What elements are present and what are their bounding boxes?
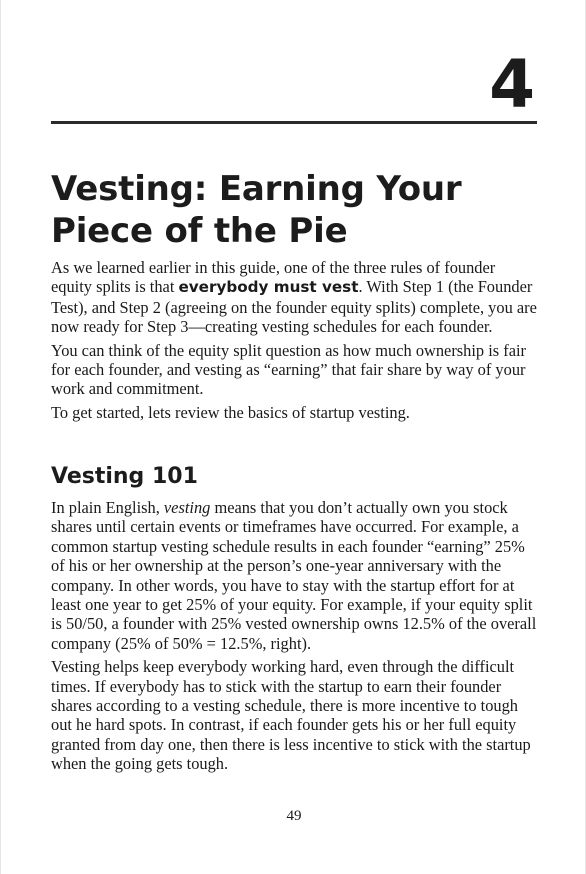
section-p1-italic-term: vesting: [163, 498, 211, 517]
chapter-title: [51, 168, 541, 252]
section-paragraph-1: [51, 498, 539, 653]
intro-paragraph-3: To get started, lets review the basics of startup vesting.: [51, 402, 410, 422]
intro-p1-text-start: As we learned earlier in this guide, one of the three rules of founder equity splits is that: [51, 258, 496, 297]
section-text: [51, 498, 539, 778]
section-p1-text-start: In plain English,: [51, 498, 164, 517]
chapter-number: 4: [489, 46, 535, 123]
section-heading: Vesting 101: [51, 464, 198, 489]
section-paragraph-2: Vesting helps keep everybody working hard, even through the difficult times. If everybody has to stick with the startup to earn their founder shares according to a vesting schedule, there is more incentive to tough out he hard spots. In contrast, if each founder gets his or her full equity granted from day one, then there is less incentive to stick with the startup when the going gets tough.: [51, 657, 531, 774]
page-number: 49: [286, 808, 302, 824]
intro-p1-text-end: . With Step 1 (the Founder Test), and Step 2 (agreeing on the founder equity splits) complete, you are now ready for Step 3—creating vesting schedules for each founder.: [51, 277, 537, 337]
chapter-divider: [51, 121, 537, 124]
intro-p1-emphasis: everybody must vest: [178, 278, 359, 297]
chapter-title-line-2: Piece of the Pie: [51, 211, 348, 251]
intro-paragraph-2: You can think of the equity split question as how much ownership is fair for each founder, and vesting as “earning” that fair share by way of your work and commitment.: [51, 340, 526, 399]
intro-paragraph-1: [51, 258, 539, 337]
intro-text: [51, 258, 539, 426]
chapter-title-line-1: Vesting: Earning Your: [51, 169, 462, 209]
section-p1-text-end: means that you don’t actually own you stock shares until certain events or timeframes have occurred. For example, a common startup vesting schedule results in each founder “earning” 25% of his or her ownership at the person’s one-year anniversary with the company. In other words, you have to stay with the startup effort for at least one year to get 25% of your equity. For example, if your equity split is 50/50, a founder with 25% vested ownership owns 12.5% of the overall company (25% of 50% = 12.5%, right).: [51, 498, 537, 653]
